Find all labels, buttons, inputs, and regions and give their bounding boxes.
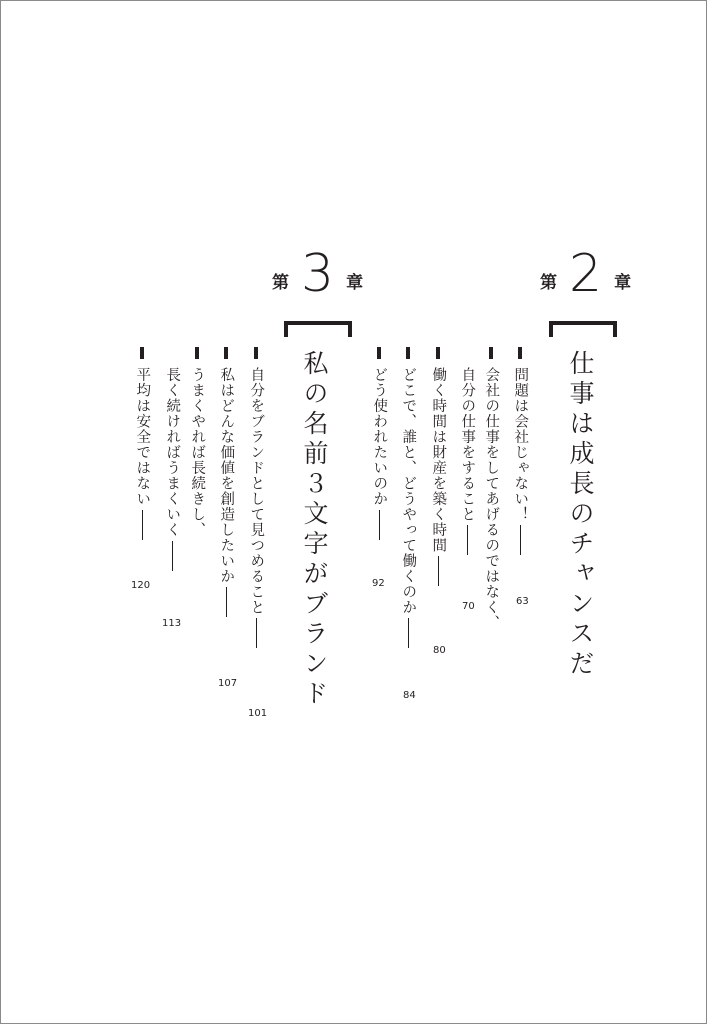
toc-entry-continued[interactable] bbox=[457, 367, 477, 555]
entry-title: どう使われたいのか bbox=[371, 367, 388, 507]
chapter-2-title: 仕事は成長のチャンスだ bbox=[566, 350, 595, 680]
page-number: 120 bbox=[131, 580, 151, 591]
leader-line bbox=[172, 541, 173, 571]
toc-entry-continued[interactable] bbox=[162, 367, 182, 571]
bullet bbox=[224, 347, 228, 359]
bullet bbox=[140, 347, 144, 359]
chapter-number: 2 bbox=[569, 244, 603, 304]
toc-entry[interactable] bbox=[246, 347, 266, 648]
entry-title: 働く時間は財産を築く時間 bbox=[430, 367, 447, 553]
toc-entry[interactable] bbox=[481, 347, 501, 631]
leader-line bbox=[142, 510, 143, 540]
page-number: 80 bbox=[433, 645, 446, 656]
toc-entry[interactable] bbox=[132, 347, 152, 540]
leader-line bbox=[408, 618, 409, 648]
bullet bbox=[436, 347, 440, 359]
chapter-3-label bbox=[272, 244, 364, 304]
entry-title: うまくやれば長続きし、 bbox=[189, 367, 206, 538]
toc-entry[interactable] bbox=[187, 347, 207, 538]
entry-title: 自分の仕事をすること bbox=[459, 367, 476, 522]
toc-entry[interactable] bbox=[216, 347, 236, 617]
chapter-3-title: 私の名前３文字がブランド bbox=[300, 350, 329, 710]
chapter-suffix: 章 bbox=[346, 273, 364, 293]
leader-line bbox=[256, 618, 257, 648]
entry-title: 平均は安全ではない bbox=[134, 367, 151, 507]
page-number: 101 bbox=[248, 708, 268, 719]
chapter-suffix: 章 bbox=[614, 273, 632, 293]
chapter-3-bracket bbox=[284, 321, 352, 337]
entry-title: 会社の仕事をしてあげるのではなく、 bbox=[483, 367, 500, 631]
page-number: 70 bbox=[462, 601, 475, 612]
entry-title: どこで、誰と、どうやって働くのか bbox=[400, 367, 417, 615]
toc-entry[interactable] bbox=[369, 347, 389, 540]
leader-line bbox=[379, 510, 380, 540]
entry-title: 私はどんな価値を創造したいか bbox=[218, 367, 235, 584]
chapter-prefix: 第 bbox=[272, 273, 289, 293]
page-number: 63 bbox=[516, 596, 529, 607]
toc-entry[interactable] bbox=[398, 347, 418, 648]
leader-line bbox=[438, 556, 439, 586]
toc-entry[interactable] bbox=[510, 347, 530, 555]
toc-entry[interactable] bbox=[428, 347, 448, 586]
entry-title: 自分をブランドとして見つめること bbox=[248, 367, 265, 615]
page-number: 107 bbox=[218, 678, 238, 689]
leader-line bbox=[226, 587, 227, 617]
entry-title: 長く続ければうまくいく bbox=[164, 367, 181, 538]
chapter-2-bracket bbox=[549, 321, 617, 337]
page-number: 113 bbox=[162, 618, 182, 629]
bullet bbox=[406, 347, 410, 359]
page-number: 92 bbox=[372, 578, 385, 589]
entry-title: 問題は会社じゃない！ bbox=[512, 367, 529, 522]
chapter-prefix: 第 bbox=[540, 273, 557, 293]
chapter-number: 3 bbox=[301, 244, 335, 304]
leader-line bbox=[520, 525, 521, 555]
leader-line bbox=[467, 525, 468, 555]
bullet bbox=[489, 347, 493, 359]
bullet bbox=[377, 347, 381, 359]
bullet bbox=[254, 347, 258, 359]
bullet bbox=[195, 347, 199, 359]
bullet bbox=[518, 347, 522, 359]
chapter-2-label bbox=[540, 244, 632, 304]
page-number: 84 bbox=[403, 690, 416, 701]
